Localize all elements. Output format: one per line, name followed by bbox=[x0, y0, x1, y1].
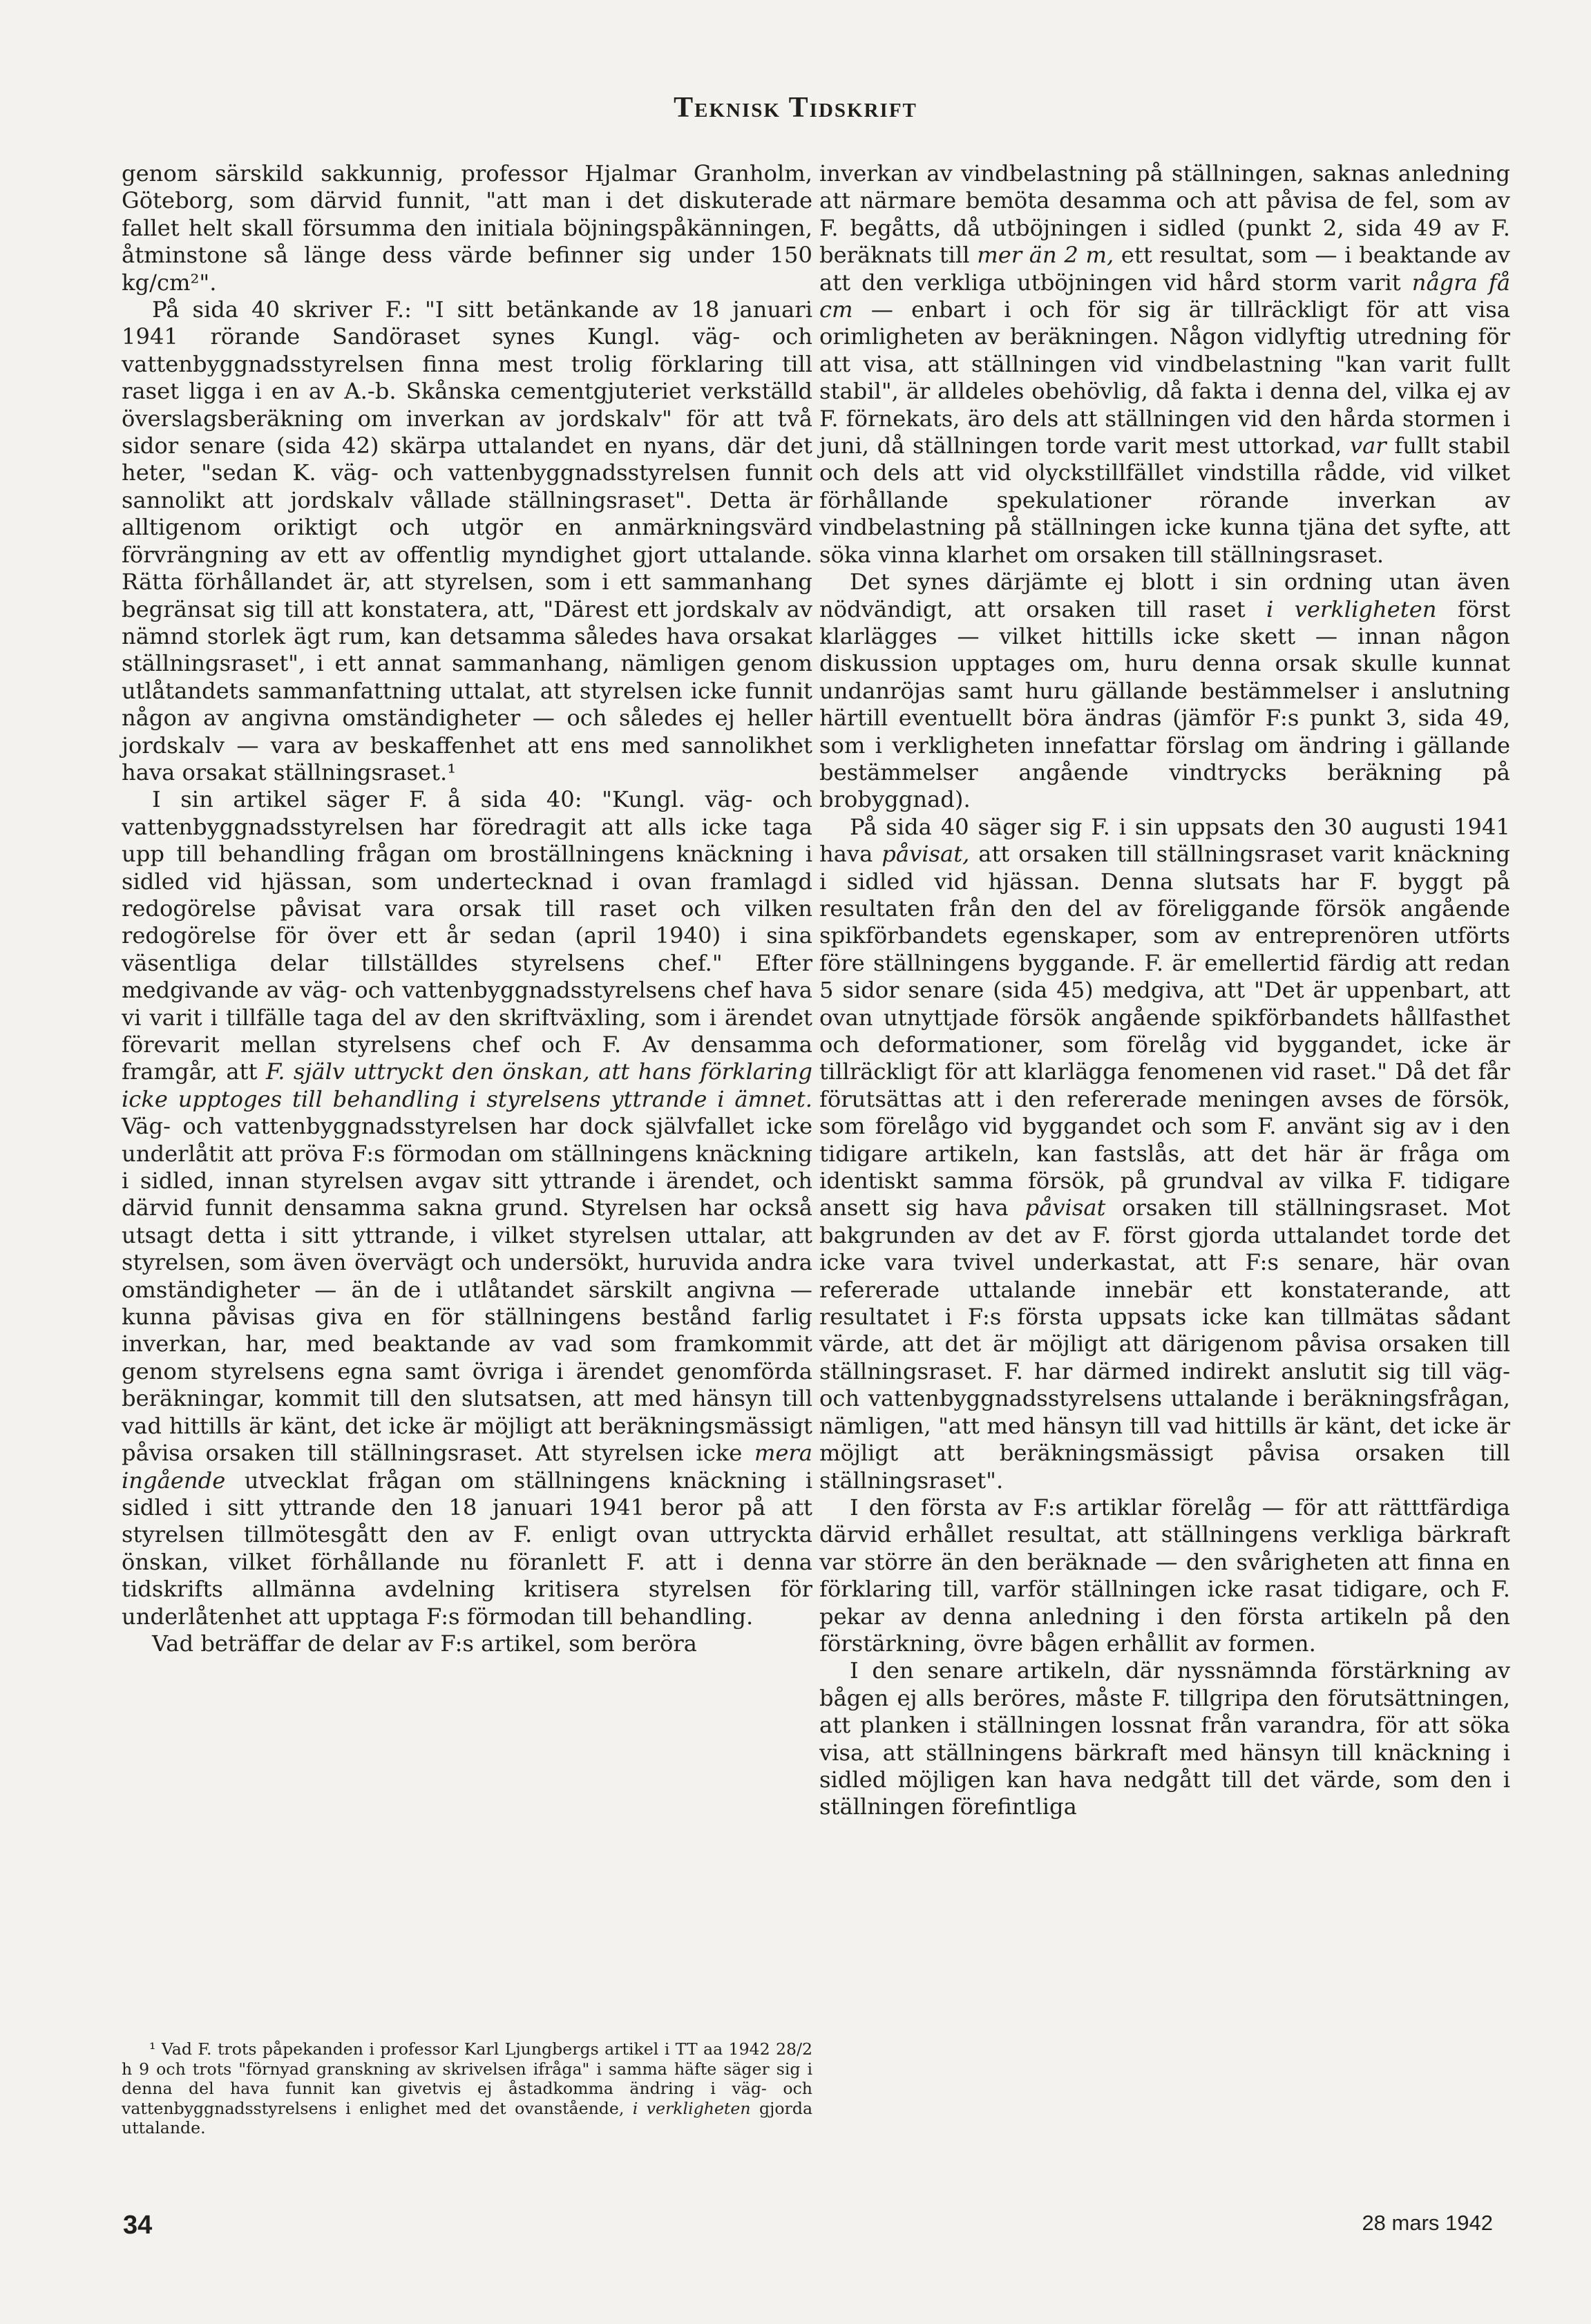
text-run: ett resultat, som — i beaktande av att den verkliga utböjningen vid hård storm varit bbox=[819, 242, 1510, 296]
text-run: I sin artikel säger F. å sida 40: "Kungl. väg- och vattenbyggnadsstyrelsen har föredragit att alls icke taga upp till behandling frågan om broställningens knäckning i sidled vid hjässan, som undertecknad i ovan framlagd redogörelse påvisat vara orsak till raset och vilken redogörelse för över ett år sedan (april 1940) i sina väsentliga delar tillställdes styrelsens chef." Efter medgivande av väg- och vattenbyggnadsstyrelsens chef hava vi varit i tillfälle taga del av den skriftväxling, som i ärendet förevarit mellan styrelsens chef och F. Av densamma framgår, att bbox=[122, 786, 812, 1085]
text-run: Väg- och vattenbyggnadsstyrelsen har dock självfallet icke underlåtit att pröva F:s förmodan om ställningens knäckning i sidled, innan styrelsen avgav sitt yttrande i ärendet, och därvid funnit densamma sakna grund. Styrelsen har också utsagt detta i sitt yttrande, i vilket styrelsen uttalar, att styrelsen, som även övervägt och undersökt, huruvida andra omständigheter — än de i utlåtandet särskilt angivna — kunna påvisas giva en för ställningens bestånd farlig inverkan, har, med beaktande av vad som framkommit genom styrelsens egna samt övriga i ärendet genomförda beräkningar, kommit till den slutsatsen, att med hänsyn till vad hittills är känt, det icke är möjligt att beräkningsmässigt påvisa orsaken till ställningsraset. Att styrelsen icke bbox=[122, 1113, 812, 1467]
text-run: På sida 40 säger sig F. i sin uppsats den 30 augusti 1941 hava bbox=[819, 813, 1510, 868]
paragraph bbox=[819, 160, 1510, 569]
italic-run: mera ingående bbox=[122, 1440, 812, 1494]
left-column bbox=[122, 160, 812, 1657]
text-run: utvecklat frågan om ställningens knäckning i sidled i sitt yttrande den 18 januari 1941 beror på att styrelsen tillmötesgått den av F. enligt ovan uttryckta önskan, vilket förhållande nu föranlett F. att i denna tidskrifts allmänna avdelning kritisera styrelsen för underlåtenhet att upptaga F:s förmodan till behandling. bbox=[122, 1467, 813, 1630]
text-run: gjorda uttalande. bbox=[122, 2098, 813, 2138]
paragraph bbox=[819, 814, 1510, 1494]
footnote-text bbox=[122, 2039, 812, 2138]
text-run: att orsaken till ställningsraset varit knäckning i sidled vid hjässan. Denna slutsats har F. byggt på resultaten från den del av föreliggande försök angående spikförbandets egenskaper, som av entreprenören utförts före ställningens byggande. F. är emellertid färdig att redan 5 sidor senare (sida 45) medgiva, att "Det är uppenbart, att ovan utnyttjade försök angående spikförbandets hållfasthet och deformationer, som förelåg vid byggandet, icke är tillräckligt för att klarlägga fenomenen vid raset." Då det får förutsättas att i den refererade meningen avses de försök, som förelågo vid byggandet och som F. använt sig av i den tidigare artikeln, kan fastslås, att det här är fråga om identiskt samma försök, på grundval av vilka F. tidigare ansett sig hava bbox=[819, 841, 1511, 1221]
italic-run: mer än 2 m, bbox=[977, 242, 1114, 269]
text-run: orsaken till ställningsraset. Mot bakgrunden av det av F. först gjorda uttalandet torde det icke vara tvivel underkastat, att F:s senare, här ovan refererade uttalande innebär ett konstaterande, att resultatet i F:s första uppsats icke kan tillmätas sådant värde, att det är möjligt att därigenom påvisa orsaken till ställningsraset. F. har därmed indirekt anslutit sig till väg- och vattenbyggnadsstyrelsens uttalande i beräkningsfrågan, nämligen, "att med hänsyn till vad hittills är känt, det icke är möjligt att beräkningsmässigt påvisa orsaken till ställningsraset". bbox=[819, 1194, 1511, 1494]
italic-run: i verkligheten bbox=[632, 2098, 751, 2118]
italic-run: några få cm bbox=[819, 269, 1511, 323]
text-run: — enbart i och för sig är tillräckligt för att visa orimligheten av beräkningen. Någon vidlyftig utredning för att visa, att ställningen vid vindbelastning "kan varit fullt stabil", är alldeles obehövlig, då fakta i denna del, vilka ej av F. förnekats, äro dels att ställningen vid den hårda stormen i juni, då ställningen torde varit mest uttorkad, bbox=[819, 296, 1511, 459]
paragraph: genom särskild sakkunnig, professor Hjalmar Granholm, Göteborg, som därvid funnit, "att man i det diskuterade fallet helt skall försumma den initiala böjningspåkänningen, åtminstone så länge dess värde befinner sig under 150 kg/cm²". bbox=[122, 160, 812, 296]
text-run: inverkan av vindbelastning på ställningen, saknas anledning att närmare bemöta desamma och att påvisa de fel, som av F. begåtts, då utböjningen i sidled (punkt 2, sida 49 av F. beräknats till bbox=[819, 160, 1510, 269]
italic-run: påvisat bbox=[1025, 1194, 1106, 1221]
footnote bbox=[122, 2039, 812, 2138]
paragraph bbox=[122, 786, 812, 1630]
text-run: fullt stabil och dels att vid olyckstillfället vindstilla rådde, vid vilket förhållande spekulationer rörande inverkan av vindbelastning på ställningen icke kunna tjäna det syfte, att söka vinna klarhet om orsaken till ställningsraset. bbox=[819, 432, 1511, 568]
issue-date: 28 mars 1942 bbox=[1362, 2211, 1493, 2235]
text-run: Det synes därjämte ej blott i sin ordning utan även nödvändigt, att orsaken till raset bbox=[819, 569, 1510, 622]
paragraph: I den senare artikeln, där nyssnämnda förstärkning av bågen ej alls beröres, måste F. tillgripa den förutsättningen, att planken i ställningen lossnat från varandra, för att söka visa, att ställningens bärkraft med hänsyn till knäckning i sidled möjligen kan hava nedgått till det värde, som den i ställningen förefintliga bbox=[819, 1657, 1510, 1820]
italic-run: var bbox=[1349, 432, 1387, 459]
text-run: ¹ Vad F. trots påpekanden i professor Karl Ljungbergs artikel i TT aa 1942 28/2 h 9 och trots "förnyad granskning av skrivelsen ifråga" i samma häfte säger sig i denna del hava funnit kan givetvis ej åstadkomma ändring i väg- och vattenbyggnadsstyrelsens i enlighet med det ovanstående, bbox=[122, 2039, 812, 2118]
italic-run: påvisat, bbox=[882, 841, 970, 868]
italic-run: i verkligheten bbox=[1266, 596, 1437, 622]
journal-header: Teknisk Tidskrift bbox=[674, 92, 917, 124]
right-column bbox=[819, 160, 1510, 1821]
paragraph: Vad beträffar de delar av F:s artikel, som beröra bbox=[152, 1630, 697, 1657]
text-run: först klarlägges — vilket hittills icke skett — innan någon diskussion upptages om, huru denna orsak skulle kunnat undanröjas samt huru gällande bestämmelser i anslutning härtill eventuellt böra ändras (jämför F:s punkt 3, sida 49, som i verkligheten innefattar förslag om ändring i gällande bestämmelser angående vindtrycks beräkning på brobyggnad). bbox=[819, 596, 1511, 813]
paragraph: På sida 40 skriver F.: "I sitt betänkande av 18 januari 1941 rörande Sandöraset synes Kungl. väg- och vattenbyggnadsstyrelsen finna mest trolig förklaring till raset ligga i en av A.-b. Skånska cementgjuteriet verkställd överslagsberäkning om inverkan av jordskalv" för att två sidor senare (sida 42) skärpa uttalandet en nyans, där det heter, "sedan K. väg- och vattenbyggnadsstyrelsen funnit sannolikt att jordskalv vållade ställningsraset". Detta är alltigenom oriktigt och utgör en anmärkningsvärd förvrängning av ett av offentlig myndighet gjort uttalande. Rätta förhållandet är, att styrelsen, som i ett sammanhang begränsat sig till att konstatera, att, "Därest ett jordskalv av nämnd storlek ägt rum, kan detsamma således hava orsakat ställningsraset", i ett annat sammanhang, nämligen genom utlåtandets sammanfattning uttalat, att styrelsen icke funnit någon av angivna omständigheter — och således ej heller jordskalv — vara av beskaffenhet att ens med sannolikhet hava orsakat ställningsraset.¹ bbox=[122, 296, 812, 785]
paragraph bbox=[819, 569, 1510, 814]
paragraph: I den första av F:s artiklar förelåg — för att rätttfärdiga därvid erhållet resultat, att ställningens verkliga bärkraft var större än den beräknade — den svårigheten att finna en förklaring till, varför ställningen icke rasat tidigare, och F. pekar av denna anledning i den första artikeln på den förstärkning, övre bågen erhållit av formen. bbox=[819, 1494, 1510, 1657]
page-number: 34 bbox=[123, 2211, 153, 2240]
italic-run: F. själv uttryckt den önskan, att hans förklaring icke upptoges till behandling i styrelsens yttrande i ämnet. bbox=[122, 1058, 812, 1112]
